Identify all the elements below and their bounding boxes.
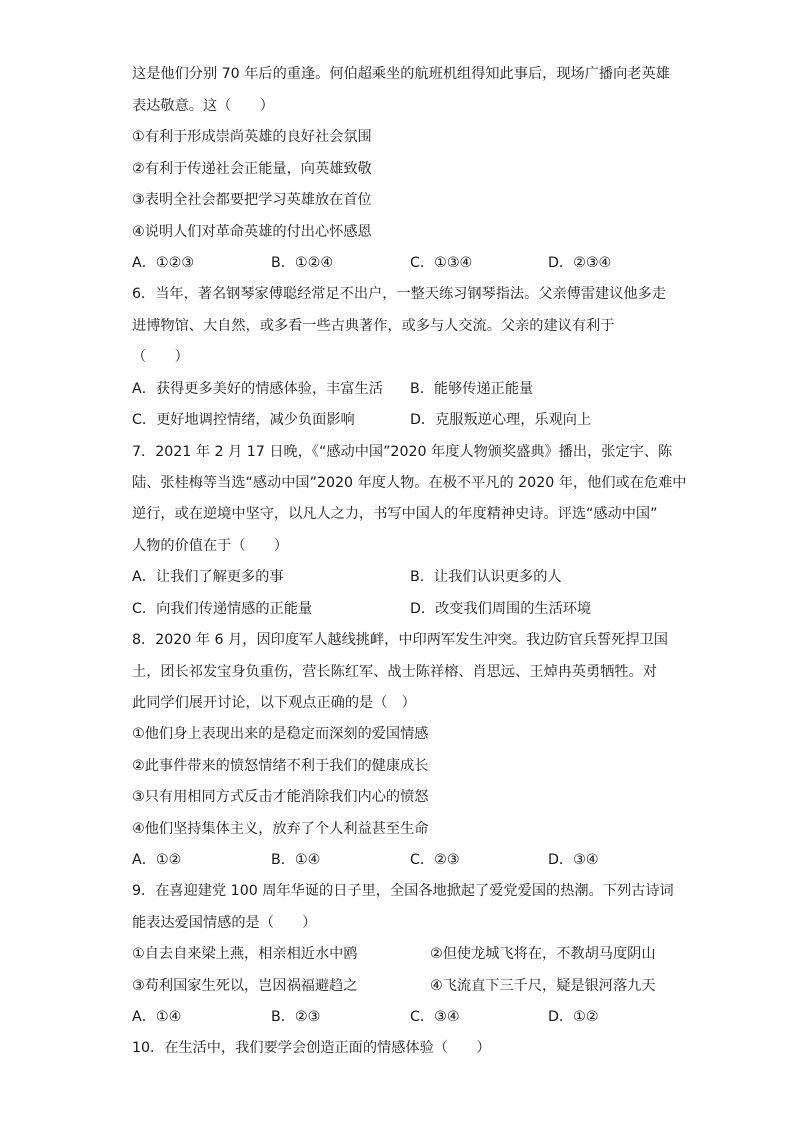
q5-statement-4: ④说明人们对革命英雄的付出心怀感恩	[132, 224, 372, 240]
q8-text-line-2: 土，团长祁发宝身负重伤，营长陈红军、战士陈祥榕、肖思远、王焯冉英勇牺牲。对	[132, 664, 657, 680]
q8-option-b: B．①④	[271, 852, 321, 868]
q9-poem-3: ③苟利国家生死以，岂因祸福避趋之	[132, 978, 358, 994]
q9-option-a: A．①④	[132, 1009, 182, 1025]
q7-option-b: B．让我们认识更多的人	[410, 569, 562, 585]
q9-text-line-2: 能表达爱国情感的是（ ）	[132, 915, 317, 931]
q8-text-line-3: 此同学们展开讨论，以下观点正确的是（ ）	[132, 695, 416, 711]
q9-poem-2: ②但使龙城飞将在，不教胡马度阴山	[430, 946, 656, 962]
q8-statement-1: ①他们身上表现出来的是稳定而深刻的爱国情感	[132, 726, 429, 742]
q8-option-c: C．②③	[410, 852, 460, 868]
q9-poems-row-2	[132, 974, 672, 998]
q8-statement-2: ②此事件带来的愤怒情绪不利于我们的健康成长	[132, 758, 429, 774]
q9-option-d: D．①②	[548, 1009, 599, 1025]
q8-options	[132, 848, 672, 872]
q6-options-row-2	[132, 408, 672, 432]
q6-option-d: D．克服叛逆心理，乐观向上	[410, 412, 592, 428]
q9-poems-row-1	[132, 942, 672, 966]
q9-option-b: B．②③	[271, 1009, 321, 1025]
q8-statement-4: ④他们坚持集体主义，放弃了个人利益甚至生命	[132, 821, 429, 837]
q5-option-d: D．②③④	[548, 255, 612, 271]
q5-option-c: C．①③④	[410, 255, 473, 271]
q5-options	[132, 251, 672, 275]
q5-text-line-1: 这是他们分别 70 年后的重逢。何伯超乘坐的航班机组得知此事后，现场广播向老英雄	[132, 66, 670, 82]
q7-text-line-1: 7．2021 年 2 月 17 日晚，《“感动中国”2020 年度人物颁奖盛典》播出，张定宇、陈	[132, 444, 673, 460]
q9-poem-4: ④飞流直下三千尺，疑是银河落九天	[430, 978, 656, 994]
q7-option-a: A．让我们了解更多的事	[132, 569, 284, 585]
q5-text-line-2: 表达敬意。这（ ）	[132, 98, 274, 114]
q7-text-line-4: 人物的价值在于（ ）	[132, 538, 289, 554]
q6-text-line-2: 进博物馆、大自然，或多看一些古典著作，或多与人交流。父亲的建议有利于	[132, 318, 615, 334]
q7-text-line-2: 陆、张桂梅等当选“感动中国”2020 年度人物。在极不平凡的 2020 年，他们或在危难中	[132, 475, 687, 491]
q8-statement-3: ③只有用相同方式反击才能消除我们内心的愤怒	[132, 789, 429, 805]
q8-option-d: D．③④	[548, 852, 599, 868]
q6-answer-blank: （ ）	[132, 349, 189, 365]
q5-statement-1: ①有利于形成崇尚英雄的良好社会氛围	[132, 129, 372, 145]
q7-option-d: D．改变我们周围的生活环境	[410, 601, 592, 617]
q6-option-b: B．能够传递正能量	[410, 381, 534, 397]
q7-text-line-3: 逆行，或在逆境中坚守，以凡人之力，书写中国人的年度精神史诗。评选“感动中国”	[132, 506, 658, 522]
q9-text-line-1: 9．在喜迎建党 100 周年华诞的日子里，全国各地掀起了爱党爱国的热潮。下列古诗词	[132, 883, 674, 899]
q7-options-row-2	[132, 597, 672, 621]
q10-text-line-1: 10．在生活中，我们要学会创造正面的情感体验（ ）	[132, 1040, 491, 1056]
q5-statement-3: ③表明全社会都要把学习英雄放在首位	[132, 192, 372, 208]
q5-option-a: A．①②③	[132, 255, 195, 271]
q6-text-line-1: 6．当年，著名钢琴家傅聪经常足不出户，一整天练习钢琴指法。父亲傅雷建议他多走	[132, 286, 666, 302]
q7-options-row-1	[132, 565, 672, 589]
q8-option-a: A．①②	[132, 852, 182, 868]
q6-options-row-1	[132, 377, 672, 401]
q6-option-c: C．更好地调控情绪，减少负面影响	[132, 412, 355, 428]
q9-poem-1: ①自去自来梁上燕，相亲相近水中鸥	[132, 946, 358, 962]
q6-option-a: A．获得更多美好的情感体验，丰富生活	[132, 381, 383, 397]
q5-option-b: B．①②④	[271, 255, 334, 271]
q8-text-line-1: 8．2020 年 6 月，因印度军人越线挑衅，中印两军发生冲突。我边防官兵誓死捍卫国	[132, 632, 668, 648]
q5-statement-2: ②有利于传递社会正能量，向英雄致敬	[132, 161, 372, 177]
q7-option-c: C．向我们传递情感的正能量	[132, 601, 313, 617]
q9-option-c: C．③④	[410, 1009, 460, 1025]
q9-options	[132, 1005, 672, 1029]
